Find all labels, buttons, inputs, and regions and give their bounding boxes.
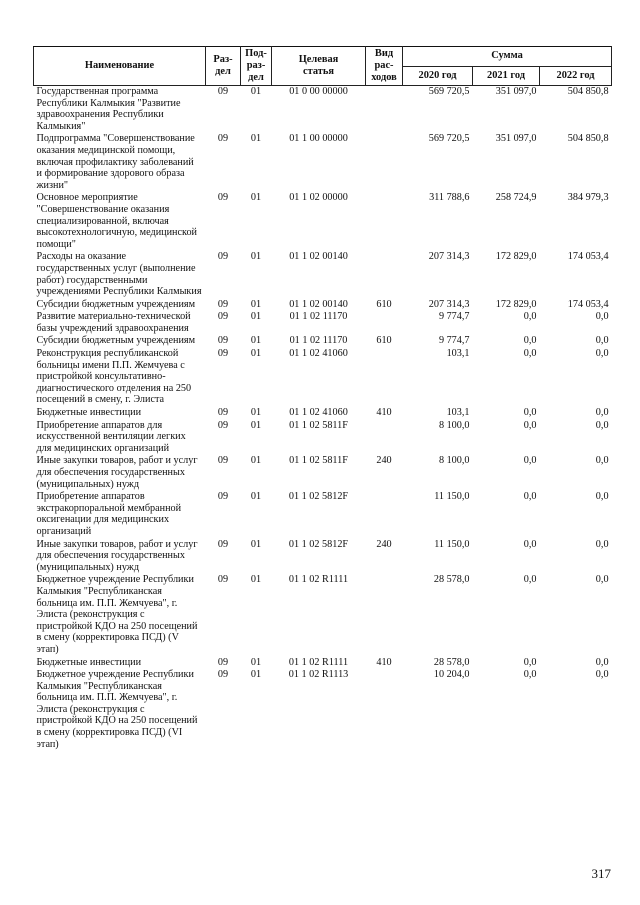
row-article: 01 1 02 R1113 [288, 669, 349, 681]
row-sum-2020: 207 314,3 [428, 298, 470, 310]
row-name: Государственная программа Республики Калмыкия "Развитие здравоохранения Республики Калмыкия" [36, 86, 181, 132]
row-sum-2022: 174 053,4 [567, 298, 609, 310]
row-sum-2020: 11 150,0 [434, 538, 470, 550]
row-sum-2022: 0,0 [595, 311, 609, 323]
row-kind [366, 251, 403, 298]
row-subsection: 01 [250, 335, 262, 347]
header-year-2021: 2021 год [473, 66, 540, 86]
row-subsection: 01 [250, 656, 262, 668]
table-header [34, 47, 612, 86]
row-sum-2020: 569 720,5 [428, 86, 470, 97]
row-subsection: 01 [250, 348, 262, 360]
row-article: 01 0 00 00000 [289, 86, 348, 97]
row-subsection: 01 [250, 311, 262, 323]
row-sum-2021: 0,0 [523, 311, 537, 323]
row-article: 01 1 02 11170 [289, 311, 348, 323]
row-sum-2021: 172 829,0 [495, 298, 537, 310]
row-subsection: 01 [250, 669, 262, 681]
row-sum-2022: 0,0 [595, 538, 609, 550]
row-name: Бюджетное учреждение Республики Калмыкия "Республиканская больница им. П.П. Жемчуева", г. Элиста (реконструкция с пристройкой КДО на 250 посещений в смену (корректировка ПСД) (V этап) [36, 574, 198, 655]
row-kind: 610 [376, 335, 392, 347]
row-section: 09 [217, 419, 229, 431]
row-sum-2021: 0,0 [523, 669, 537, 681]
row-subsection: 01 [250, 133, 262, 145]
budget-table [33, 46, 612, 751]
row-kind: 410 [376, 407, 392, 419]
row-kind [366, 133, 403, 192]
row-article: 01 1 02 5811F [289, 455, 348, 467]
row-section: 09 [217, 298, 229, 310]
row-section: 09 [217, 133, 229, 145]
row-subsection: 01 [250, 298, 262, 310]
row-kind [366, 311, 403, 335]
row-section: 09 [217, 348, 229, 360]
row-sum-2020: 8 100,0 [438, 419, 470, 431]
row-sum-2021: 0,0 [523, 538, 537, 550]
row-sum-2022: 0,0 [595, 574, 609, 586]
row-sum-2021: 0,0 [523, 407, 537, 419]
row-sum-2022: 174 053,4 [567, 251, 609, 263]
row-article: 01 1 02 R1111 [288, 656, 349, 668]
row-subsection: 01 [250, 491, 262, 503]
table-row [34, 251, 612, 298]
header-kind: Вид рас- ходов [366, 47, 403, 86]
row-article: 01 1 02 00140 [289, 298, 348, 310]
row-sum-2022: 0,0 [595, 455, 609, 467]
row-section: 09 [217, 538, 229, 550]
row-subsection: 01 [250, 574, 262, 586]
row-name: Развитие материально-технической базы учреждений здравоохранения [36, 311, 191, 334]
row-article: 01 1 00 00000 [289, 133, 348, 145]
row-section: 09 [217, 335, 229, 347]
row-name: Расходы на оказание государственных услуг (выполнение работ) государственными учреждениями Республики Калмыкия [36, 251, 202, 298]
row-article: 01 1 02 5812F [288, 491, 349, 503]
row-section: 09 [217, 656, 229, 668]
row-kind [366, 574, 403, 656]
table-row [34, 420, 612, 456]
table-row [34, 86, 612, 134]
row-article: 01 1 02 5811F [289, 419, 348, 431]
row-sum-2022: 0,0 [595, 656, 609, 668]
row-kind [366, 348, 403, 407]
row-section: 09 [217, 574, 229, 586]
table-row [34, 574, 612, 656]
table-row [34, 299, 612, 312]
row-subsection: 01 [250, 251, 262, 263]
row-sum-2020: 9 774,7 [438, 311, 470, 323]
row-sum-2022: 0,0 [595, 491, 609, 503]
page-number: 317 [591, 866, 611, 881]
row-name: Субсидии бюджетным учреждениям [36, 335, 196, 347]
header-article: Целевая статья [272, 47, 366, 86]
row-subsection: 01 [250, 86, 262, 97]
row-sum-2021: 0,0 [523, 455, 537, 467]
row-name: Бюджетное учреждение Республики Калмыкия "Республиканская больница им. П.П. Жемчуева", г. Элиста (реконструкция с пристройкой КДО на 250 посещений в смену (корректировка ПСД) (VI этап) [36, 669, 198, 750]
table-row [34, 133, 612, 192]
table-row [34, 669, 612, 751]
row-sum-2021: 351 097,0 [495, 133, 537, 145]
row-sum-2022: 384 979,3 [567, 192, 609, 204]
row-sum-2021: 172 829,0 [495, 251, 537, 263]
header-sum: Сумма [403, 47, 612, 67]
row-article: 01 1 02 R1111 [288, 574, 349, 586]
row-kind: 240 [376, 538, 392, 550]
row-name: Бюджетные инвестиции [36, 656, 142, 668]
row-sum-2020: 103,1 [446, 407, 470, 419]
row-kind [366, 86, 403, 134]
row-name: Иные закупки товаров, работ и услуг для обеспечения государственных (муниципальных) нужд [36, 455, 198, 490]
row-sum-2022: 0,0 [595, 407, 609, 419]
row-sum-2020: 28 578,0 [433, 656, 470, 668]
row-subsection: 01 [250, 407, 262, 419]
row-sum-2022: 0,0 [595, 348, 609, 360]
row-sum-2020: 311 788,6 [429, 192, 470, 204]
row-section: 09 [217, 86, 229, 97]
table-row [34, 311, 612, 335]
row-section: 09 [217, 192, 229, 204]
row-article: 01 1 02 41060 [289, 348, 348, 360]
row-sum-2021: 0,0 [523, 348, 537, 360]
row-article: 01 1 02 41060 [289, 407, 348, 419]
row-name: Реконструкция республиканской больницы имени П.П. Жемчуева с пристройкой консультативно-диагностического отделения на 250 посещений в смену, г. Элиста [36, 348, 192, 406]
row-sum-2021: 0,0 [523, 491, 537, 503]
row-name: Иные закупки товаров, работ и услуг для обеспечения государственных (муниципальных) нужд [36, 538, 198, 573]
table-row [34, 539, 612, 575]
row-sum-2022: 0,0 [595, 669, 609, 681]
table-row [34, 335, 612, 348]
row-name: Бюджетные инвестиции [36, 407, 142, 419]
row-kind [366, 420, 403, 456]
row-sum-2022: 504 850,8 [567, 133, 609, 145]
row-sum-2021: 351 097,0 [495, 86, 537, 97]
budget-table-page [33, 46, 611, 751]
row-sum-2020: 10 204,0 [433, 669, 470, 681]
row-subsection: 01 [250, 192, 262, 204]
row-name: Приобретение аппаратов экстракорпоральной мембранной оксигенации для медицинских организаций [36, 491, 182, 537]
row-sum-2021: 0,0 [523, 419, 537, 431]
row-sum-2020: 207 314,3 [428, 251, 470, 263]
row-sum-2020: 28 578,0 [433, 574, 470, 586]
row-kind [366, 491, 403, 538]
header-section: Раз- дел [206, 47, 241, 86]
row-kind [366, 669, 403, 751]
row-article: 01 1 02 00140 [289, 251, 348, 263]
row-name: Приобретение аппаратов для искусственной вентиляции легких для медицинских организаций [36, 419, 186, 454]
row-kind: 240 [376, 455, 392, 467]
row-subsection: 01 [250, 538, 262, 550]
row-section: 09 [217, 669, 229, 681]
table-row [34, 348, 612, 407]
row-kind [366, 192, 403, 251]
table-row [34, 657, 612, 670]
row-section: 09 [217, 251, 229, 263]
row-sum-2022: 504 850,8 [567, 86, 609, 97]
row-sum-2020: 9 774,7 [438, 335, 470, 347]
row-kind: 410 [376, 656, 392, 668]
row-sum-2020: 103,1 [446, 348, 470, 360]
header-subsection: Под- раз- дел [241, 47, 272, 86]
table-row [34, 455, 612, 491]
row-name: Основное мероприятие "Совершенствование оказания специализированной, включая высокотехнологичную, медицинской помощи" [36, 192, 198, 250]
table-body [34, 86, 612, 752]
row-section: 09 [217, 455, 229, 467]
row-section: 09 [217, 407, 229, 419]
row-section: 09 [217, 311, 229, 323]
row-name: Подпрограмма "Совершенствование оказания медицинской помощи, включая профилактику заболеваний и формирование здорового образа жизни" [36, 133, 195, 191]
row-article: 01 1 02 00000 [289, 192, 348, 204]
row-article: 01 1 02 5812F [288, 538, 349, 550]
row-sum-2022: 0,0 [595, 419, 609, 431]
row-sum-2021: 0,0 [523, 656, 537, 668]
row-subsection: 01 [250, 419, 262, 431]
header-name: Наименование [34, 47, 206, 86]
header-year-2022: 2022 год [540, 66, 612, 86]
table-row [34, 491, 612, 538]
row-subsection: 01 [250, 455, 262, 467]
row-section: 09 [217, 491, 229, 503]
row-sum-2022: 0,0 [595, 335, 609, 347]
header-year-2020: 2020 год [403, 66, 473, 86]
row-sum-2021: 0,0 [523, 574, 537, 586]
row-sum-2020: 569 720,5 [428, 133, 470, 145]
row-sum-2020: 8 100,0 [438, 455, 470, 467]
table-row [34, 407, 612, 420]
row-sum-2020: 11 150,0 [434, 491, 470, 503]
row-sum-2021: 0,0 [523, 335, 537, 347]
row-name: Субсидии бюджетным учреждениям [36, 298, 196, 310]
table-row [34, 192, 612, 251]
row-sum-2021: 258 724,9 [495, 192, 537, 204]
row-article: 01 1 02 11170 [289, 335, 348, 347]
row-kind: 610 [376, 298, 392, 310]
